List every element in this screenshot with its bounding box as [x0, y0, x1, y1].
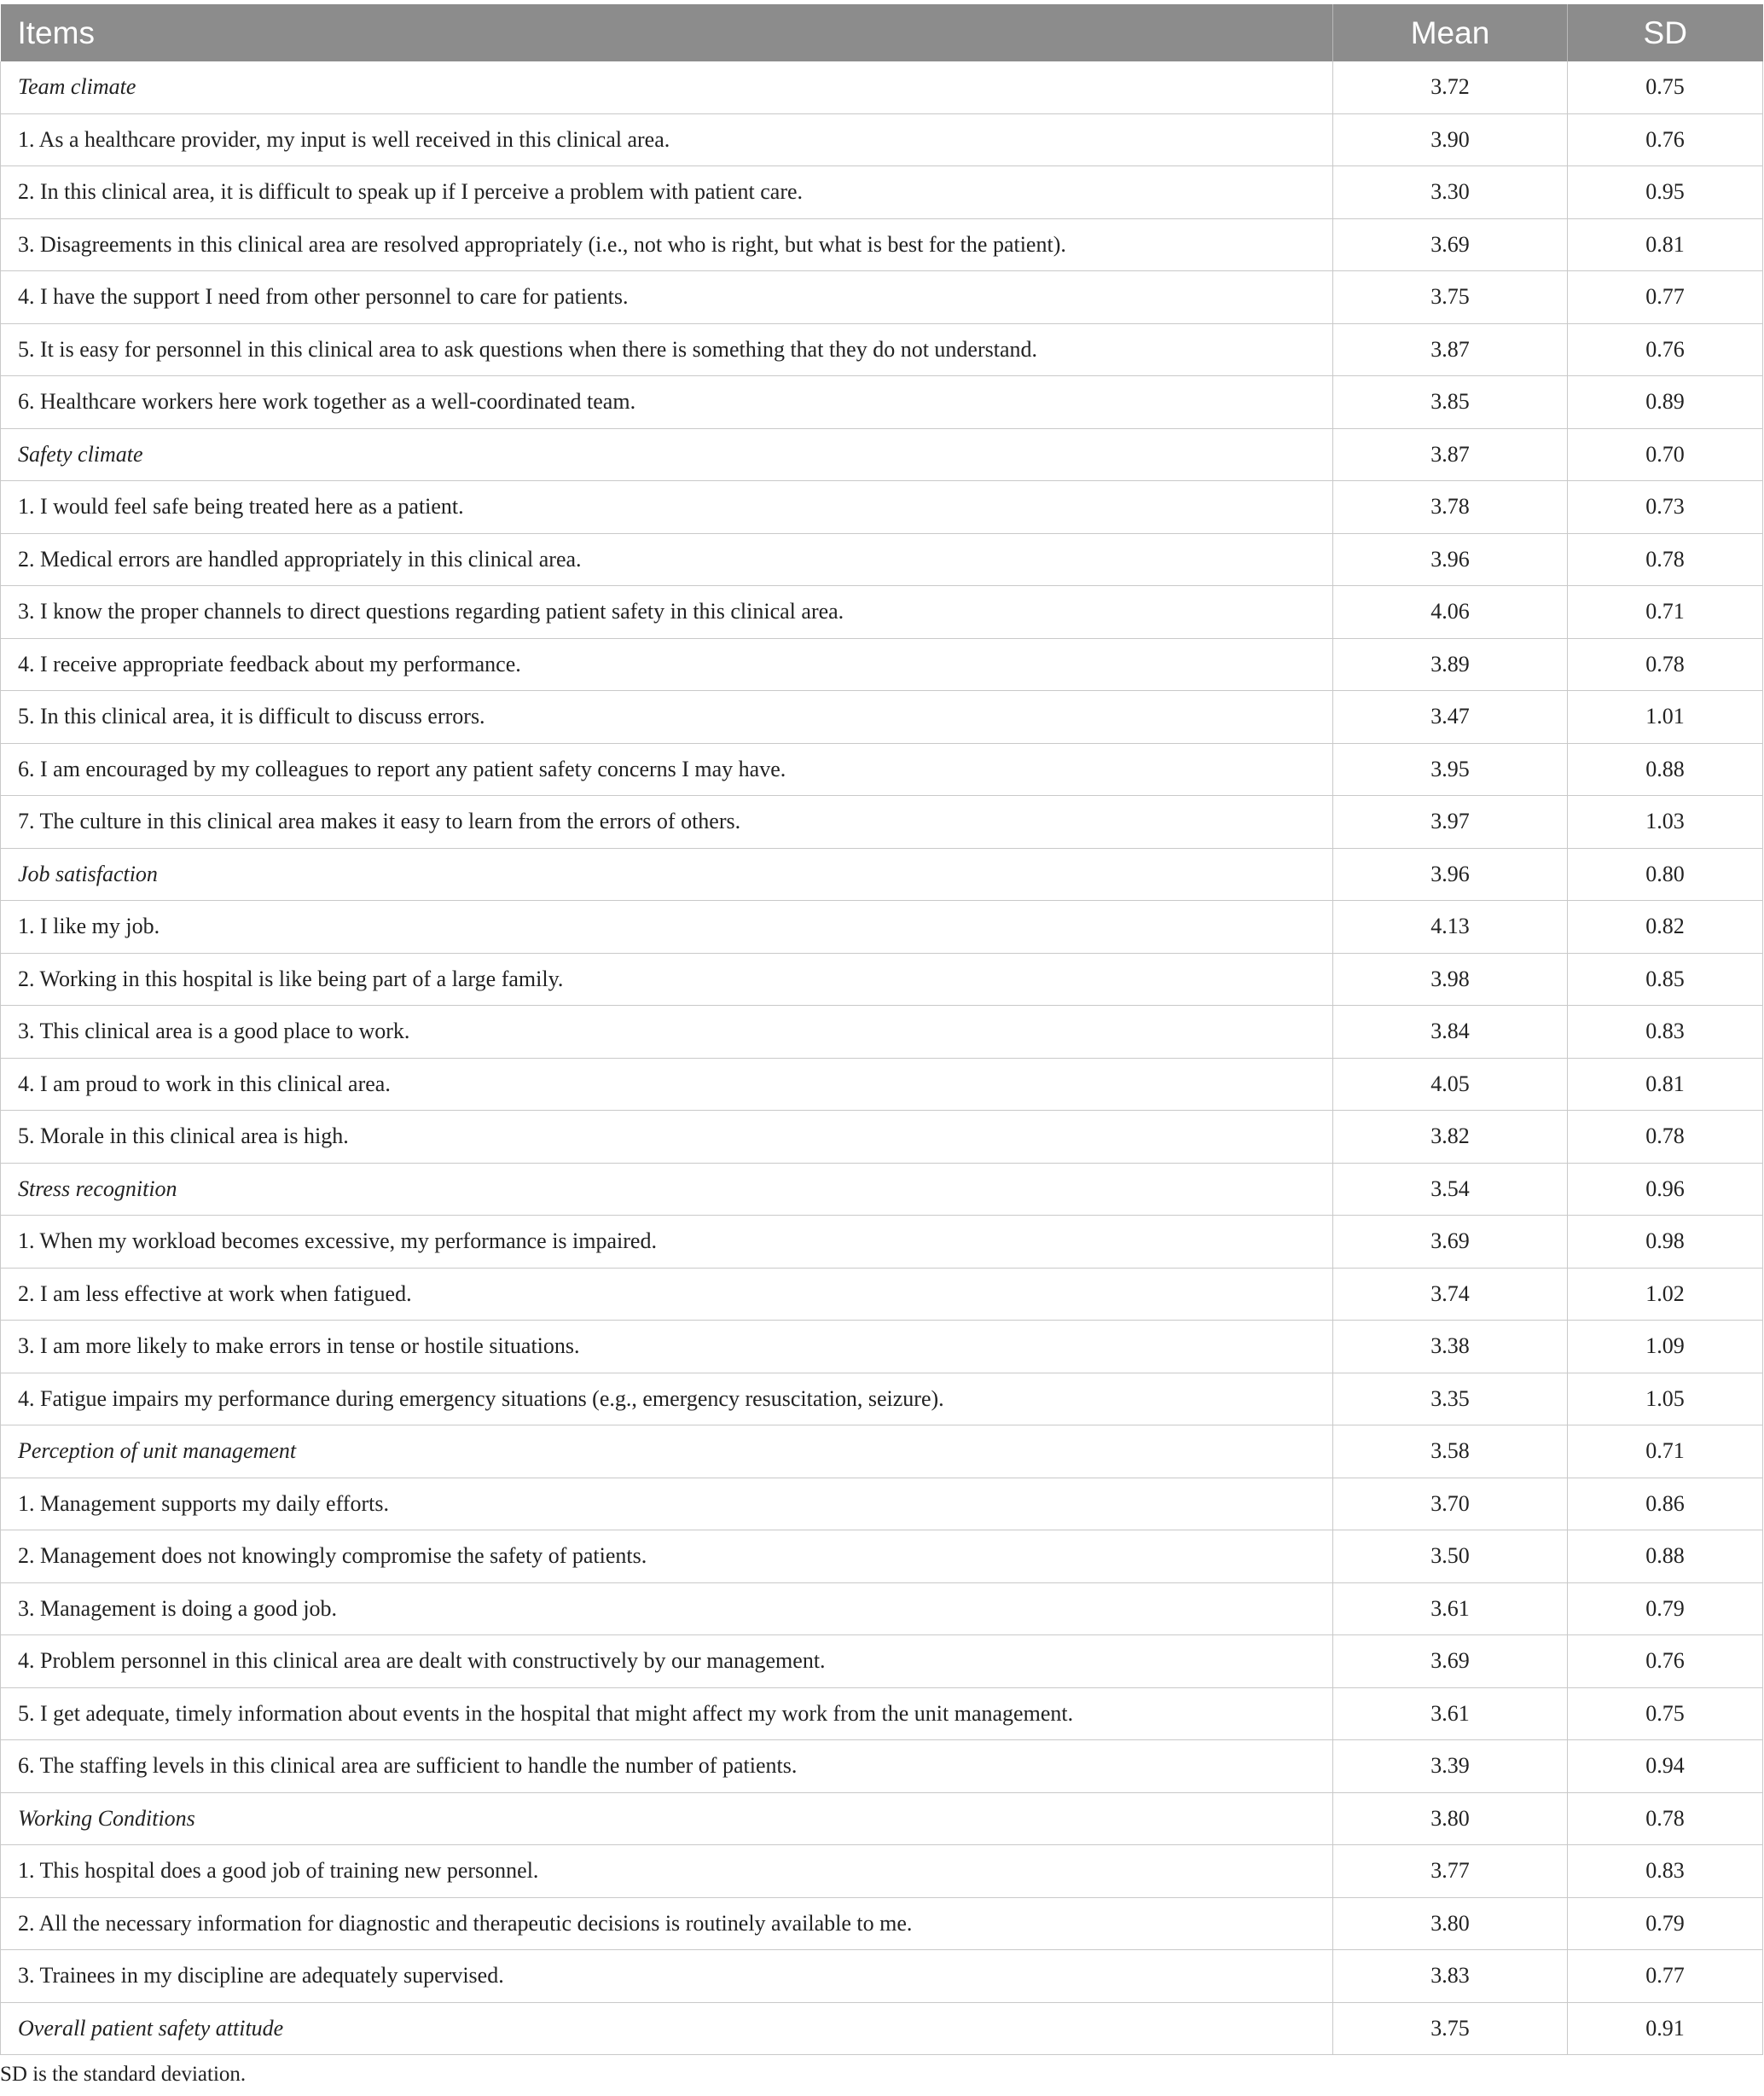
mean-cell: 3.70 [1333, 1478, 1568, 1530]
mean-cell: 3.75 [1333, 271, 1568, 324]
section-title-cell: Overall patient safety attitude [1, 2002, 1333, 2055]
mean-cell: 4.05 [1333, 1058, 1568, 1111]
sd-cell: 0.98 [1568, 1216, 1763, 1269]
sd-cell: 0.78 [1568, 1111, 1763, 1164]
mean-cell: 3.87 [1333, 323, 1568, 376]
sd-cell: 0.94 [1568, 1740, 1763, 1793]
table-row [1, 1582, 1763, 1635]
item-text-cell: 2. Management does not knowingly compromise the safety of patients. [1, 1530, 1333, 1583]
item-text-cell: 3. This clinical area is a good place to work. [1, 1006, 1333, 1059]
results-table-container [0, 4, 1762, 2055]
table-row [1, 376, 1763, 429]
item-text-cell: 2. All the necessary information for diagnostic and therapeutic decisions is routinely available to me. [1, 1897, 1333, 1950]
mean-cell: 3.78 [1333, 481, 1568, 534]
mean-cell: 3.77 [1333, 1845, 1568, 1898]
sd-cell: 1.02 [1568, 1268, 1763, 1321]
table-row [1, 1111, 1763, 1164]
table-row [1, 1373, 1763, 1425]
table-header [1, 4, 1763, 61]
table-row [1, 691, 1763, 744]
item-text-cell: 5. In this clinical area, it is difficult to discuss errors. [1, 691, 1333, 744]
table-row [1, 1950, 1763, 2003]
item-text-cell: 4. I have the support I need from other personnel to care for patients. [1, 271, 1333, 324]
sd-cell: 0.75 [1568, 1687, 1763, 1740]
item-text-cell: 1. Management supports my daily efforts. [1, 1478, 1333, 1530]
mean-cell: 4.13 [1333, 901, 1568, 954]
sd-cell: 0.96 [1568, 1163, 1763, 1216]
table-row [1, 1530, 1763, 1583]
table-row [1, 271, 1763, 324]
mean-cell: 3.47 [1333, 691, 1568, 744]
section-title-cell: Working Conditions [1, 1792, 1333, 1845]
table-row [1, 481, 1763, 534]
table-row [1, 1058, 1763, 1111]
sd-cell: 0.76 [1568, 323, 1763, 376]
sd-cell: 0.88 [1568, 1530, 1763, 1583]
section-row [1, 1792, 1763, 1845]
item-text-cell: 5. It is easy for personnel in this clinical area to ask questions when there is something that they do not understand. [1, 323, 1333, 376]
section-row [1, 2002, 1763, 2055]
item-text-cell: 6. The staffing levels in this clinical area are sufficient to handle the number of patients. [1, 1740, 1333, 1793]
mean-cell: 3.87 [1333, 428, 1568, 481]
mean-cell: 3.97 [1333, 796, 1568, 849]
item-text-cell: 3. Trainees in my discipline are adequately supervised. [1, 1950, 1333, 2003]
section-row [1, 61, 1763, 113]
item-text-cell: 3. Management is doing a good job. [1, 1582, 1333, 1635]
table-footnote: SD is the standard deviation. [0, 2063, 247, 2086]
mean-cell: 4.06 [1333, 586, 1568, 639]
table-row [1, 1268, 1763, 1321]
mean-cell: 3.69 [1333, 218, 1568, 271]
table-row [1, 323, 1763, 376]
results-table [0, 4, 1763, 2055]
sd-cell: 0.81 [1568, 1058, 1763, 1111]
sd-cell: 0.71 [1568, 1425, 1763, 1478]
mean-cell: 3.74 [1333, 1268, 1568, 1321]
table-row [1, 901, 1763, 954]
sd-cell: 0.81 [1568, 218, 1763, 271]
table-row [1, 1687, 1763, 1740]
sd-cell: 0.78 [1568, 533, 1763, 586]
table-row [1, 586, 1763, 639]
sd-cell: 1.09 [1568, 1321, 1763, 1373]
item-text-cell: 1. I like my job. [1, 901, 1333, 954]
table-row [1, 166, 1763, 219]
sd-cell: 0.89 [1568, 376, 1763, 429]
mean-cell: 3.69 [1333, 1216, 1568, 1269]
item-text-cell: 6. I am encouraged by my colleagues to report any patient safety concerns I may have. [1, 743, 1333, 796]
sd-cell: 0.75 [1568, 61, 1763, 113]
table-row [1, 796, 1763, 849]
mean-column-header: Mean [1333, 4, 1568, 61]
mean-cell: 3.72 [1333, 61, 1568, 113]
section-row [1, 1425, 1763, 1478]
mean-cell: 3.61 [1333, 1582, 1568, 1635]
mean-cell: 3.95 [1333, 743, 1568, 796]
item-text-cell: 4. Fatigue impairs my performance during emergency situations (e.g., emergency resuscitation, seizure). [1, 1373, 1333, 1425]
mean-cell: 3.69 [1333, 1635, 1568, 1688]
sd-cell: 0.71 [1568, 586, 1763, 639]
sd-cell: 0.76 [1568, 1635, 1763, 1688]
sd-cell: 0.77 [1568, 1950, 1763, 2003]
section-title-cell: Perception of unit management [1, 1425, 1333, 1478]
sd-cell: 0.77 [1568, 271, 1763, 324]
mean-cell: 3.83 [1333, 1950, 1568, 2003]
sd-cell: 0.95 [1568, 166, 1763, 219]
item-text-cell: 7. The culture in this clinical area makes it easy to learn from the errors of others. [1, 796, 1333, 849]
mean-cell: 3.89 [1333, 638, 1568, 691]
table-row [1, 953, 1763, 1006]
mean-cell: 3.90 [1333, 113, 1568, 166]
sd-cell: 0.85 [1568, 953, 1763, 1006]
item-text-cell: 1. I would feel safe being treated here as a patient. [1, 481, 1333, 534]
mean-cell: 3.39 [1333, 1740, 1568, 1793]
mean-cell: 3.96 [1333, 533, 1568, 586]
sd-cell: 0.73 [1568, 481, 1763, 534]
table-row [1, 1478, 1763, 1530]
sd-cell: 0.80 [1568, 848, 1763, 901]
mean-cell: 3.96 [1333, 848, 1568, 901]
item-text-cell: 4. Problem personnel in this clinical area are dealt with constructively by our management. [1, 1635, 1333, 1688]
mean-cell: 3.61 [1333, 1687, 1568, 1740]
sd-cell: 1.05 [1568, 1373, 1763, 1425]
item-text-cell: 3. I know the proper channels to direct questions regarding patient safety in this clinical area. [1, 586, 1333, 639]
mean-cell: 3.82 [1333, 1111, 1568, 1164]
item-text-cell: 2. I am less effective at work when fatigued. [1, 1268, 1333, 1321]
mean-cell: 3.35 [1333, 1373, 1568, 1425]
section-row [1, 1163, 1763, 1216]
sd-cell: 1.01 [1568, 691, 1763, 744]
table-row [1, 638, 1763, 691]
item-text-cell: 6. Healthcare workers here work together as a well-coordinated team. [1, 376, 1333, 429]
item-text-cell: 1. As a healthcare provider, my input is well received in this clinical area. [1, 113, 1333, 166]
section-row [1, 428, 1763, 481]
sd-cell: 0.79 [1568, 1582, 1763, 1635]
sd-cell: 1.03 [1568, 796, 1763, 849]
table-row [1, 1740, 1763, 1793]
sd-cell: 0.83 [1568, 1006, 1763, 1059]
section-title-cell: Team climate [1, 61, 1333, 113]
sd-cell: 0.76 [1568, 113, 1763, 166]
sd-cell: 0.79 [1568, 1897, 1763, 1950]
mean-cell: 3.85 [1333, 376, 1568, 429]
item-text-cell: 4. I am proud to work in this clinical area. [1, 1058, 1333, 1111]
sd-cell: 0.70 [1568, 428, 1763, 481]
sd-cell: 0.78 [1568, 638, 1763, 691]
mean-cell: 3.38 [1333, 1321, 1568, 1373]
sd-cell: 0.83 [1568, 1845, 1763, 1898]
item-text-cell: 5. Morale in this clinical area is high. [1, 1111, 1333, 1164]
sd-cell: 0.78 [1568, 1792, 1763, 1845]
section-title-cell: Stress recognition [1, 1163, 1333, 1216]
item-text-cell: 3. I am more likely to make errors in tense or hostile situations. [1, 1321, 1333, 1373]
sd-column-header: SD [1568, 4, 1763, 61]
sd-cell: 0.82 [1568, 901, 1763, 954]
header-row [1, 4, 1763, 61]
sd-cell: 0.88 [1568, 743, 1763, 796]
table-row [1, 1897, 1763, 1950]
mean-cell: 3.98 [1333, 953, 1568, 1006]
table-row [1, 533, 1763, 586]
section-title-cell: Job satisfaction [1, 848, 1333, 901]
mean-cell: 3.30 [1333, 166, 1568, 219]
mean-cell: 3.50 [1333, 1530, 1568, 1583]
item-text-cell: 1. This hospital does a good job of training new personnel. [1, 1845, 1333, 1898]
item-text-cell: 5. I get adequate, timely information about events in the hospital that might affect my work from the unit management. [1, 1687, 1333, 1740]
item-text-cell: 2. Medical errors are handled appropriately in this clinical area. [1, 533, 1333, 586]
table-row [1, 743, 1763, 796]
item-text-cell: 3. Disagreements in this clinical area are resolved appropriately (i.e., not who is right, but what is best for the patient). [1, 218, 1333, 271]
table-row [1, 1635, 1763, 1688]
table-row [1, 1321, 1763, 1373]
mean-cell: 3.84 [1333, 1006, 1568, 1059]
sd-cell: 0.91 [1568, 2002, 1763, 2055]
item-text-cell: 2. In this clinical area, it is difficult to speak up if I perceive a problem with patient care. [1, 166, 1333, 219]
mean-cell: 3.80 [1333, 1897, 1568, 1950]
mean-cell: 3.75 [1333, 2002, 1568, 2055]
mean-cell: 3.80 [1333, 1792, 1568, 1845]
table-body [1, 61, 1763, 2055]
table-row [1, 218, 1763, 271]
table-row [1, 1216, 1763, 1269]
section-title-cell: Safety climate [1, 428, 1333, 481]
section-row [1, 848, 1763, 901]
mean-cell: 3.54 [1333, 1163, 1568, 1216]
item-text-cell: 1. When my workload becomes excessive, my performance is impaired. [1, 1216, 1333, 1269]
table-row [1, 1845, 1763, 1898]
mean-cell: 3.58 [1333, 1425, 1568, 1478]
table-row [1, 1006, 1763, 1059]
table-row [1, 113, 1763, 166]
items-column-header: Items [1, 4, 1333, 61]
item-text-cell: 4. I receive appropriate feedback about my performance. [1, 638, 1333, 691]
item-text-cell: 2. Working in this hospital is like being part of a large family. [1, 953, 1333, 1006]
sd-cell: 0.86 [1568, 1478, 1763, 1530]
